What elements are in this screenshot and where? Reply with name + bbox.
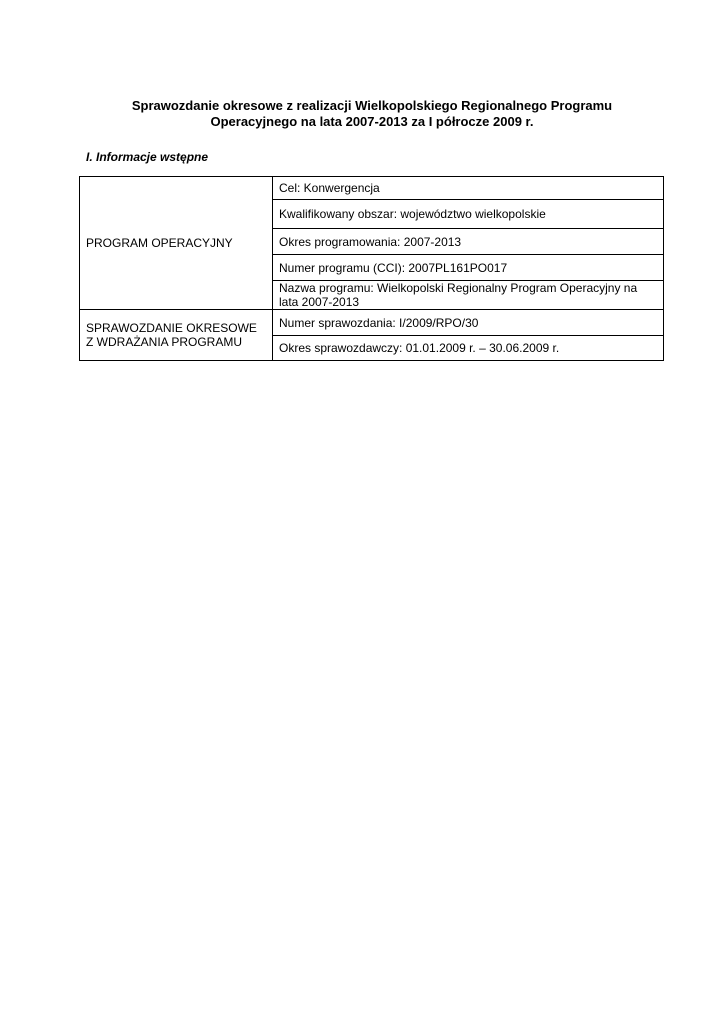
table-row	[80, 177, 664, 200]
program-label-cell	[80, 177, 273, 310]
document-title-line-1: Sprawozdanie okresowe z realizacji Wielkopolskiego Regionalnego Programu	[131, 98, 613, 113]
report-label-cell	[80, 310, 273, 361]
report-period: Okres sprawozdawczy: 01.01.2009 r. – 30.06.2009 r.	[279, 341, 560, 355]
program-cci: Numer programu (CCI): 2007PL161PO017	[279, 260, 508, 275]
program-name: Nazwa programu: Wielkopolski Regionalny Program Operacyjny na lata 2007-2013	[279, 281, 638, 309]
program-name-cell	[273, 281, 664, 310]
report-label-line-1: SPRAWOZDANIE OKRESOWE	[86, 321, 257, 335]
section-heading: I. Informacje wstępne	[86, 150, 209, 164]
table-row	[80, 310, 664, 336]
program-goal: Cel: Konwergencja	[279, 181, 380, 195]
program-area-cell	[273, 200, 664, 229]
report-number: Numer sprawozdania: I/2009/RPO/30	[279, 315, 479, 330]
document-title-line-2: Operacyjnego na lata 2007-2013 za I półrocze 2009 r.	[210, 114, 534, 129]
report-period-cell	[273, 336, 664, 361]
program-period: Okres programowania: 2007-2013	[279, 234, 462, 249]
program-goal-cell	[273, 177, 664, 200]
info-table	[79, 176, 664, 361]
program-label: PROGRAM OPERACYJNY	[86, 236, 233, 250]
report-number-cell	[273, 310, 664, 336]
report-label-line-2: Z WDRAŻANIA PROGRAMU	[86, 335, 243, 349]
document-title	[80, 98, 664, 130]
program-area: Kwalifikowany obszar: województwo wielkopolskie	[279, 207, 546, 221]
program-period-cell	[273, 229, 664, 255]
program-cci-cell	[273, 255, 664, 281]
